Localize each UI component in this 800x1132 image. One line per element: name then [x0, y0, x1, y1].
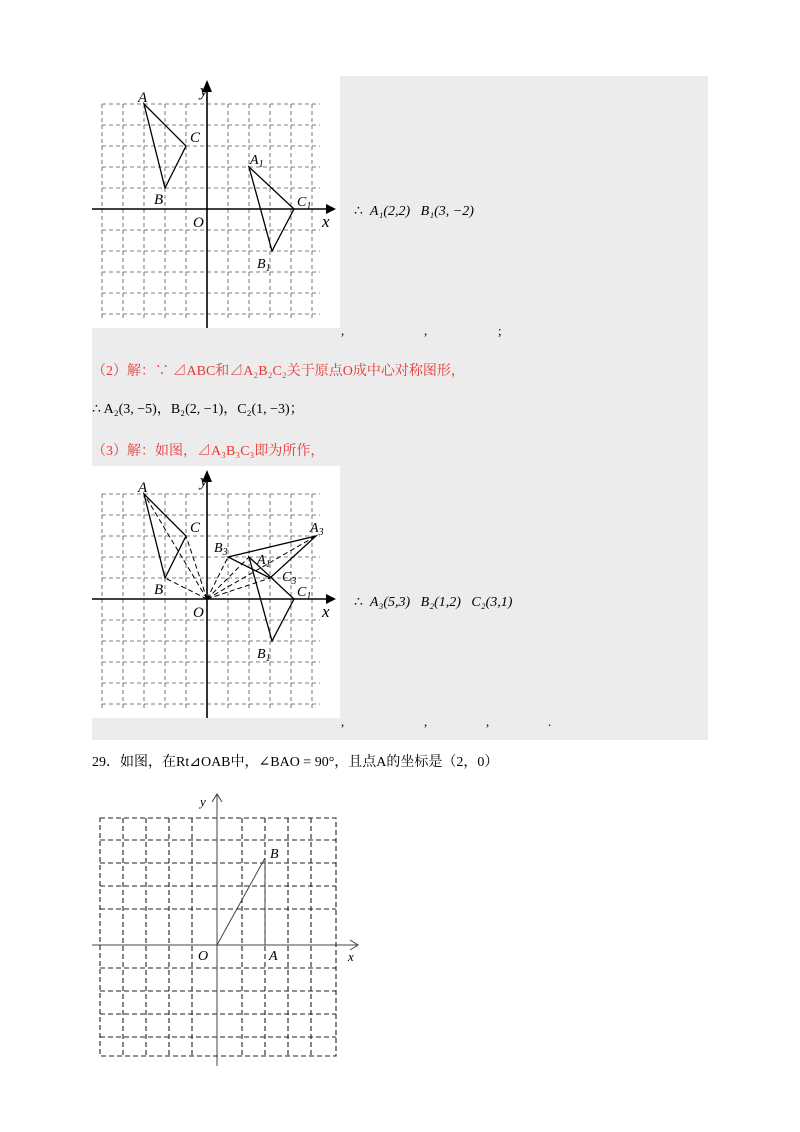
- fig2-label-a: A: [138, 480, 148, 496]
- fig3-label-b: B: [270, 847, 279, 862]
- fig1-x-label: x: [322, 212, 330, 231]
- b2-coordinate: B₂(1,2): [420, 595, 461, 610]
- punct-7: .: [548, 714, 552, 729]
- fig1-label-b1: $B_1$: [257, 257, 271, 274]
- fig1-label-a1: $A_1$: [250, 153, 264, 170]
- fig1-label-a: A: [138, 90, 148, 106]
- fig2-origin-label: O: [193, 605, 204, 621]
- fig2-label-a1: $A_1$: [257, 553, 271, 570]
- fig1-label-b: B: [154, 192, 164, 208]
- punct-4: ,: [341, 714, 345, 729]
- fig2-result-line: [354, 594, 512, 611]
- therefore-symbol: ∴: [354, 204, 363, 219]
- a3-coordinate: A₃(5,3): [369, 595, 411, 610]
- therefore-symbol-2: ∴: [354, 595, 363, 610]
- question-29-text: 29．如图，在Rt⊿OAB中，∠BAO = 90°，且点A的坐标是（2，0）: [92, 755, 499, 770]
- punct-6: ,: [486, 714, 490, 729]
- part2-result: ∴ A₂(3, −5)，B₂(2, −1)，C₂(1, −3)；: [92, 402, 304, 417]
- punct-1: ,: [341, 323, 345, 338]
- figure-3: [92, 786, 364, 1066]
- fig1-origin-label: O: [193, 215, 204, 231]
- fig3-y-label: y: [200, 794, 206, 809]
- fig3-label-a: A: [269, 949, 278, 964]
- fig2-label-c1: $C_1$: [297, 585, 312, 602]
- fig2-label-b3: $B_3$: [214, 541, 228, 558]
- c2-coordinate: C₂(3,1): [471, 595, 513, 610]
- fig1-label-c1: $C_1$: [297, 195, 312, 212]
- punct-5: ,: [424, 714, 428, 729]
- b1-coordinate: B₁(3, −2): [420, 204, 474, 219]
- figure-2: [92, 466, 340, 718]
- part3-text: （3）解：如图，⊿A₃B₃C₃即为所作，: [92, 444, 325, 459]
- fig3-x-label: x: [348, 949, 354, 964]
- fig3-origin-label: O: [198, 949, 209, 964]
- fig1-y-label: y: [200, 81, 208, 100]
- fig2-label-b1: $B_1$: [257, 647, 271, 664]
- figure-1: [92, 76, 340, 328]
- fig2-label-a3: $A_3$: [310, 521, 324, 538]
- fig2-y-label: y: [200, 471, 208, 490]
- a1-coordinate: A₁(2,2): [369, 204, 411, 219]
- fig1-result-line: [354, 203, 474, 220]
- fig2-x-label: x: [322, 602, 330, 621]
- fig2-label-c: C: [190, 520, 201, 536]
- fig2-label-b: B: [154, 582, 164, 598]
- punct-2: ,: [424, 323, 428, 338]
- punct-3: ;: [498, 323, 502, 338]
- fig1-label-c: C: [190, 130, 201, 146]
- fig2-label-c3: $C_3$: [282, 570, 297, 587]
- part2-text: （2）解：∵ ⊿ABC和⊿A₂B₂C₂关于原点O成中心对称图形，: [92, 364, 465, 379]
